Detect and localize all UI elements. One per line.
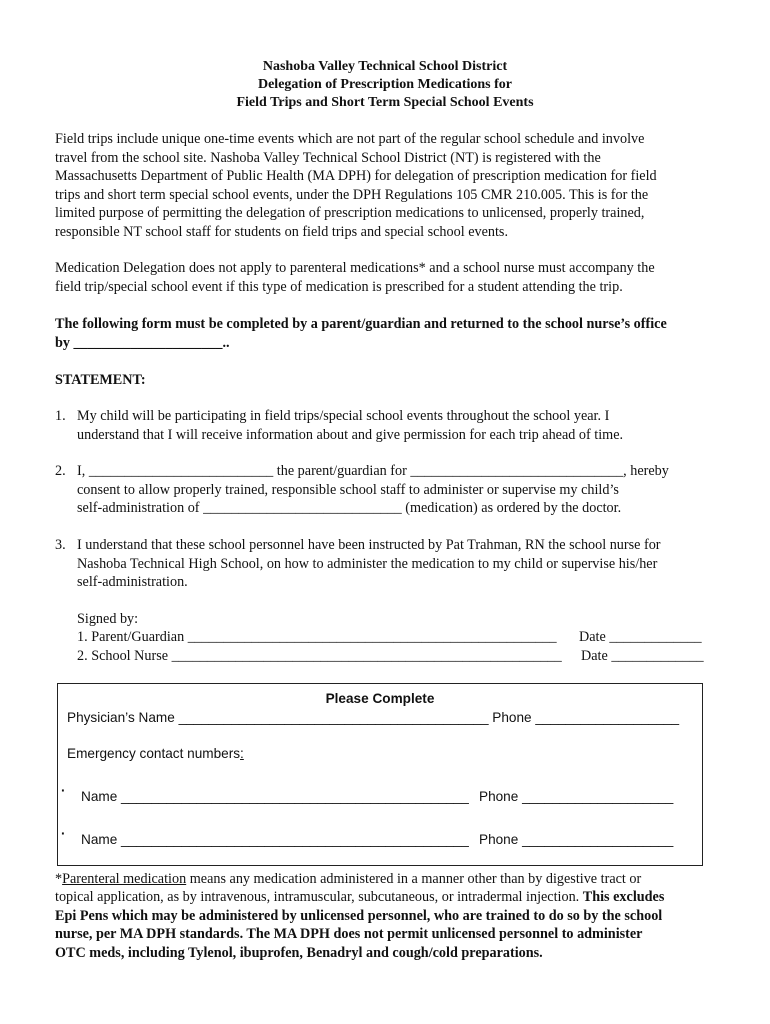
intro-line: limited purpose of permitting the delegation of prescription medications to unlicensed, properly trained, bbox=[55, 205, 645, 221]
item-line: My child will be participating in field trips/special school events throughout the school year. I bbox=[77, 408, 610, 424]
return-instruction: The following form must be completed by a parent/guardian and returned to the school nurse’s office bbox=[55, 316, 667, 332]
parent-date-field[interactable]: Date _____________ bbox=[579, 629, 702, 645]
document-subtitle: Field Trips and Short Term Special School Events bbox=[236, 95, 534, 110]
contact-phone-field-1[interactable]: Phone ____________________ bbox=[479, 789, 674, 804]
document-title: Delegation of Prescription Medications for bbox=[257, 77, 513, 92]
footnote-text: means any medication administered in a manner other than by digestive tract or bbox=[186, 871, 642, 887]
intro-line: Field trips include unique one-time events which are not part of the regular school schedule and involve bbox=[55, 131, 645, 147]
intro-line: Massachusetts Department of Public Health (MA DPH) for delegation of prescription medication for field bbox=[55, 168, 657, 184]
item-number: 2. bbox=[55, 463, 66, 479]
item-line: Nashoba Technical High School, on how to administer the medication to my child or supervise his/her bbox=[77, 556, 658, 572]
item-line: I understand that these school personnel have been instructed by Pat Trahman, RN the school nurse for bbox=[77, 537, 661, 553]
parent-signature-field[interactable]: 1. Parent/Guardian ____________________________________________________ bbox=[77, 629, 557, 645]
contact-phone-field-2[interactable]: Phone ____________________ bbox=[479, 832, 674, 847]
footnote-bold-line: nurse, per MA DPH standards. The MA DPH does not permit unlicensed personnel to administer bbox=[55, 926, 643, 942]
footnote-bold-line: Epi Pens which may be administered by unlicensed personnel, who are trained to do so by the school bbox=[55, 908, 663, 924]
intro-line: trips and short term special school events, under the DPH Regulations 105 CMR 210.005. This is for the bbox=[55, 187, 649, 203]
footnote-line bbox=[55, 889, 664, 906]
box-title: Please Complete bbox=[325, 691, 435, 706]
item-number: 1. bbox=[55, 408, 66, 424]
footnote-text: topical application, as by intravenous, intramuscular, subcutaneous, or intradermal injection. bbox=[55, 889, 583, 905]
contact-name-field-1[interactable]: Name ______________________________________________ bbox=[81, 789, 469, 804]
physician-field[interactable]: Physician’s Name _________________________________________ Phone ___________________ bbox=[67, 710, 680, 725]
item-line: self-administration. bbox=[77, 574, 188, 590]
emergency-label-text: Emergency contact numbers bbox=[67, 746, 241, 761]
bullet-icon: · bbox=[61, 783, 66, 798]
footnote-term: Parenteral medication bbox=[62, 871, 187, 887]
footnote-line bbox=[55, 871, 641, 888]
emergency-label bbox=[67, 746, 244, 761]
signed-by-label: Signed by: bbox=[77, 611, 139, 627]
bullet-icon: · bbox=[61, 826, 66, 841]
footnote-bold-text: This excludes bbox=[582, 889, 665, 905]
intro-line: travel from the school site. Nashoba Valley Technical School District (NT) is registered with the bbox=[55, 150, 601, 166]
footnote-bold-line: OTC meds, including Tylenol, ibuprofen, Benadryl and cough/cold preparations. bbox=[55, 945, 543, 961]
item-line: understand that I will receive information about and give permission for each trip ahead of time. bbox=[77, 427, 624, 443]
medication-field[interactable]: self-administration of ____________________________ (medication) as ordered by the doctor. bbox=[77, 500, 622, 516]
emergency-colon: : bbox=[240, 746, 244, 761]
note-line: Medication Delegation does not apply to parenteral medications* and a school nurse must accompany the bbox=[55, 260, 655, 276]
item-line: consent to allow properly trained, responsible school staff to administer or supervise my child’s bbox=[77, 482, 619, 498]
nurse-signature-field[interactable]: 2. School Nurse _______________________________________________________ bbox=[77, 648, 562, 664]
contact-name-field-2[interactable]: Name ______________________________________________ bbox=[81, 832, 469, 847]
footnote-star: * bbox=[55, 871, 63, 887]
district-title: Nashoba Valley Technical School District bbox=[262, 59, 508, 74]
nurse-date-field[interactable]: Date _____________ bbox=[581, 648, 704, 664]
please-complete-box bbox=[57, 683, 703, 866]
guardian-consent-fields[interactable]: I, __________________________ the parent/guardian for ______________________________, hereby bbox=[77, 463, 669, 479]
item-number: 3. bbox=[55, 537, 66, 553]
statement-heading: STATEMENT: bbox=[55, 372, 146, 388]
return-deadline-field[interactable]: by _____________________.. bbox=[55, 335, 230, 351]
intro-line: responsible NT school staff for students on field trips and special school events. bbox=[55, 224, 508, 240]
note-line: field trip/special school event if this type of medication is prescribed for a student attending the trip. bbox=[55, 279, 623, 295]
